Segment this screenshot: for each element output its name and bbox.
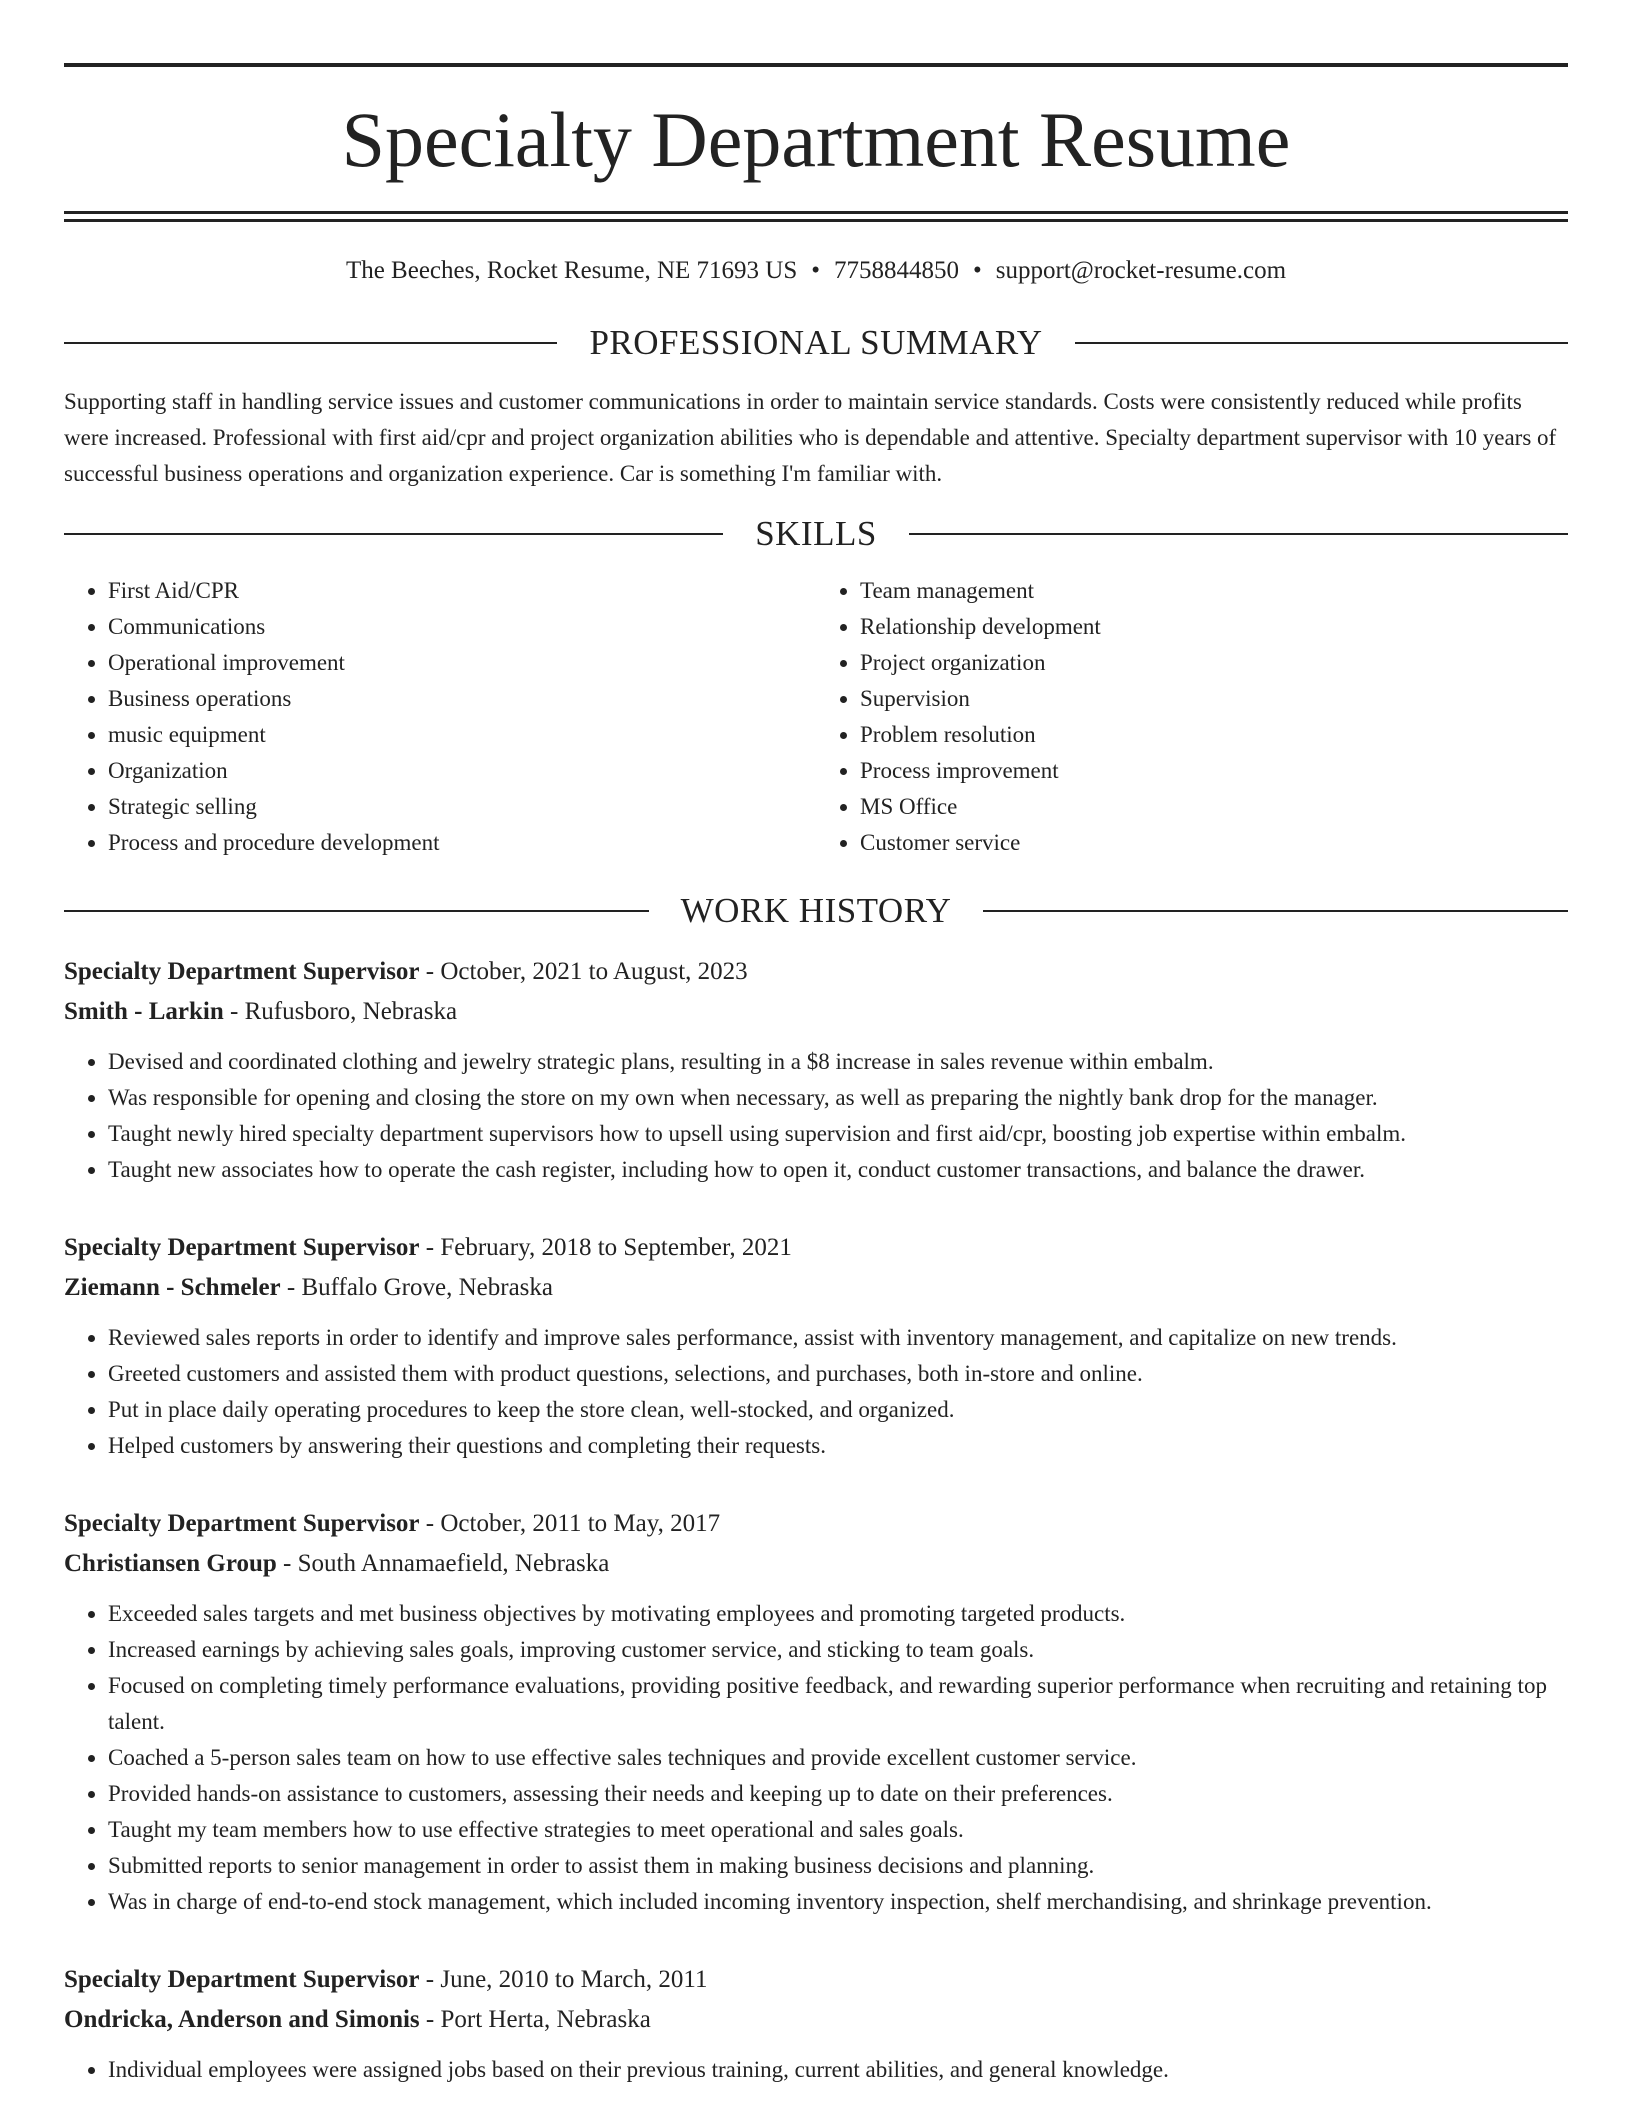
job-location: - South Annamaefield, Nebraska bbox=[276, 1550, 610, 1577]
job-entry bbox=[64, 952, 1568, 1188]
job-role: Specialty Department Supervisor bbox=[64, 1510, 420, 1537]
job-entry bbox=[64, 1960, 1568, 2088]
skills-column-right bbox=[816, 573, 1568, 861]
contact-separator: • bbox=[973, 257, 982, 284]
job-role: Specialty Department Supervisor bbox=[64, 1234, 420, 1261]
job-bullet: • Reviewed sales reports in order to identify and improve sales performance, assist with inventory management, and capitalize on new trends. bbox=[108, 1320, 1568, 1356]
contact-phone: 7758844850 bbox=[834, 257, 959, 284]
skill-item: • First Aid/CPR bbox=[108, 573, 816, 609]
skill-item: • Relationship development bbox=[860, 609, 1568, 645]
skill-item: • Operational improvement bbox=[108, 645, 816, 681]
job-dates: - February, 2018 to September, 2021 bbox=[419, 1234, 792, 1261]
job-bullet: • Exceeded sales targets and met business objectives by motivating employees and promoting targeted products. bbox=[108, 1596, 1568, 1632]
job-bullet: • Helped customers by answering their questions and completing their requests. bbox=[108, 1428, 1568, 1464]
skill-item: • MS Office bbox=[860, 789, 1568, 825]
job-entry bbox=[64, 1504, 1568, 1920]
job-bullet: • Taught new associates how to operate the cash register, including how to open it, conduct customer transactions, and balance the drawer. bbox=[108, 1152, 1568, 1188]
job-role: Specialty Department Supervisor bbox=[64, 1966, 420, 1993]
job-company-line bbox=[64, 2000, 1568, 2040]
job-bullet: • Taught newly hired specialty department supervisors how to upsell using supervision and first aid/cpr, boosting job expertise within embalm. bbox=[108, 1116, 1568, 1152]
job-bullet: • Was responsible for opening and closing the store on my own when necessary, as well as preparing the nightly bank drop for the manager. bbox=[108, 1080, 1568, 1116]
job-bullet: • Was in charge of end-to-end stock management, which included incoming inventory inspection, shelf merchandising, and shrinkage prevention. bbox=[108, 1884, 1568, 1920]
job-company-line bbox=[64, 992, 1568, 1032]
job-dates: - June, 2010 to March, 2011 bbox=[419, 1966, 708, 1993]
job-location: - Port Herta, Nebraska bbox=[419, 2006, 651, 2033]
job-location: - Buffalo Grove, Nebraska bbox=[280, 1274, 554, 1301]
job-company: Smith - Larkin bbox=[64, 998, 224, 1025]
job-dates: - October, 2011 to May, 2017 bbox=[419, 1510, 721, 1537]
double-rule bbox=[64, 211, 1568, 222]
section-title-work: WORK HISTORY bbox=[680, 891, 952, 930]
job-location: - Rufusboro, Nebraska bbox=[223, 998, 458, 1025]
job-bullet: • Provided hands-on assistance to customers, assessing their needs and keeping up to date on their preferences. bbox=[108, 1776, 1568, 1812]
skill-item: • Business operations bbox=[108, 681, 816, 717]
job-bullet: • Put in place daily operating procedures to keep the store clean, well-stocked, and organized. bbox=[108, 1392, 1568, 1428]
skill-item: • Team management bbox=[860, 573, 1568, 609]
skill-item: • Project organization bbox=[860, 645, 1568, 681]
job-bullet: • Increased earnings by achieving sales goals, improving customer service, and sticking to team goals. bbox=[108, 1632, 1568, 1668]
skill-item: • Communications bbox=[108, 609, 816, 645]
job-bullet: • Taught my team members how to use effective strategies to meet operational and sales goals. bbox=[108, 1812, 1568, 1848]
skill-item: • Problem resolution bbox=[860, 717, 1568, 753]
job-bullets bbox=[64, 1320, 1568, 1464]
job-bullet: • Individual employees were assigned jobs based on their previous training, current abilities, and general knowledge. bbox=[108, 2052, 1568, 2088]
summary-text: Supporting staff in handling service issues and customer communications in order to maintain service standards. Costs were consistently reduced while profits were increased. Professional with first aid/cpr and project organization abilities who is dependable and attentive. Specialty department supervisor with 10 years of successful business operations and organization experience. Car is something I'm familiar with. bbox=[64, 389, 1557, 486]
job-bullet: • Focused on completing timely performance evaluations, providing positive feedback, and rewarding superior performance when recruiting and retaining top talent. bbox=[108, 1668, 1568, 1740]
job-dates: - October, 2021 to August, 2023 bbox=[419, 958, 748, 985]
section-header-work bbox=[64, 893, 1568, 928]
section-header-skills bbox=[64, 516, 1568, 551]
skill-item: • Process improvement bbox=[860, 753, 1568, 789]
job-bullet: • Submitted reports to senior management in order to assist them in making business decisions and planning. bbox=[108, 1848, 1568, 1884]
section-rule-left bbox=[64, 342, 557, 344]
contact-email[interactable]: support@rocket-resume.com bbox=[995, 257, 1287, 284]
job-company-line bbox=[64, 1544, 1568, 1584]
job-role: Specialty Department Supervisor bbox=[64, 958, 420, 985]
section-title-summary: PROFESSIONAL SUMMARY bbox=[589, 323, 1043, 362]
job-bullet: • Devised and coordinated clothing and jewelry strategic plans, resulting in a $8 increase in sales revenue within embalm. bbox=[108, 1044, 1568, 1080]
contact-address: The Beeches, Rocket Resume, NE 71693 US bbox=[345, 257, 798, 284]
section-rule-left bbox=[64, 533, 723, 535]
section-rule-right bbox=[983, 910, 1568, 912]
skill-item: • Process and procedure development bbox=[108, 825, 816, 861]
skill-item: • music equipment bbox=[108, 717, 816, 753]
resume-title: Specialty Department Resume bbox=[341, 96, 1291, 183]
job-title-line bbox=[64, 952, 1568, 992]
section-rule-right bbox=[1075, 342, 1568, 344]
job-bullet: • Coached a 5-person sales team on how to use effective sales techniques and provide excellent customer service. bbox=[108, 1740, 1568, 1776]
job-bullets bbox=[64, 1044, 1568, 1188]
job-title-line bbox=[64, 1228, 1568, 1268]
job-bullets bbox=[64, 2052, 1568, 2088]
skill-item: • Strategic selling bbox=[108, 789, 816, 825]
job-company: Ondricka, Anderson and Simonis bbox=[64, 2006, 420, 2033]
job-title-line bbox=[64, 1504, 1568, 1544]
job-bullet: • Greeted customers and assisted them with product questions, selections, and purchases, both in-store and online. bbox=[108, 1356, 1568, 1392]
section-rule-right bbox=[909, 533, 1568, 535]
skill-item: • Organization bbox=[108, 753, 816, 789]
job-title-line bbox=[64, 1960, 1568, 2000]
skills-column-left bbox=[64, 573, 816, 861]
section-title-skills: SKILLS bbox=[755, 514, 877, 553]
contact-separator: • bbox=[811, 257, 820, 284]
top-rule bbox=[64, 63, 1568, 67]
skill-item: • Supervision bbox=[860, 681, 1568, 717]
section-header-summary bbox=[64, 325, 1568, 360]
job-company-line bbox=[64, 1268, 1568, 1308]
contact-line bbox=[64, 258, 1568, 283]
job-entry bbox=[64, 1228, 1568, 1464]
job-company: Ziemann - Schmeler bbox=[64, 1274, 281, 1301]
job-company: Christiansen Group bbox=[64, 1550, 277, 1577]
job-bullets bbox=[64, 1596, 1568, 1920]
section-rule-left bbox=[64, 910, 649, 912]
skill-item: • Customer service bbox=[860, 825, 1568, 861]
skills-list bbox=[64, 573, 1568, 861]
